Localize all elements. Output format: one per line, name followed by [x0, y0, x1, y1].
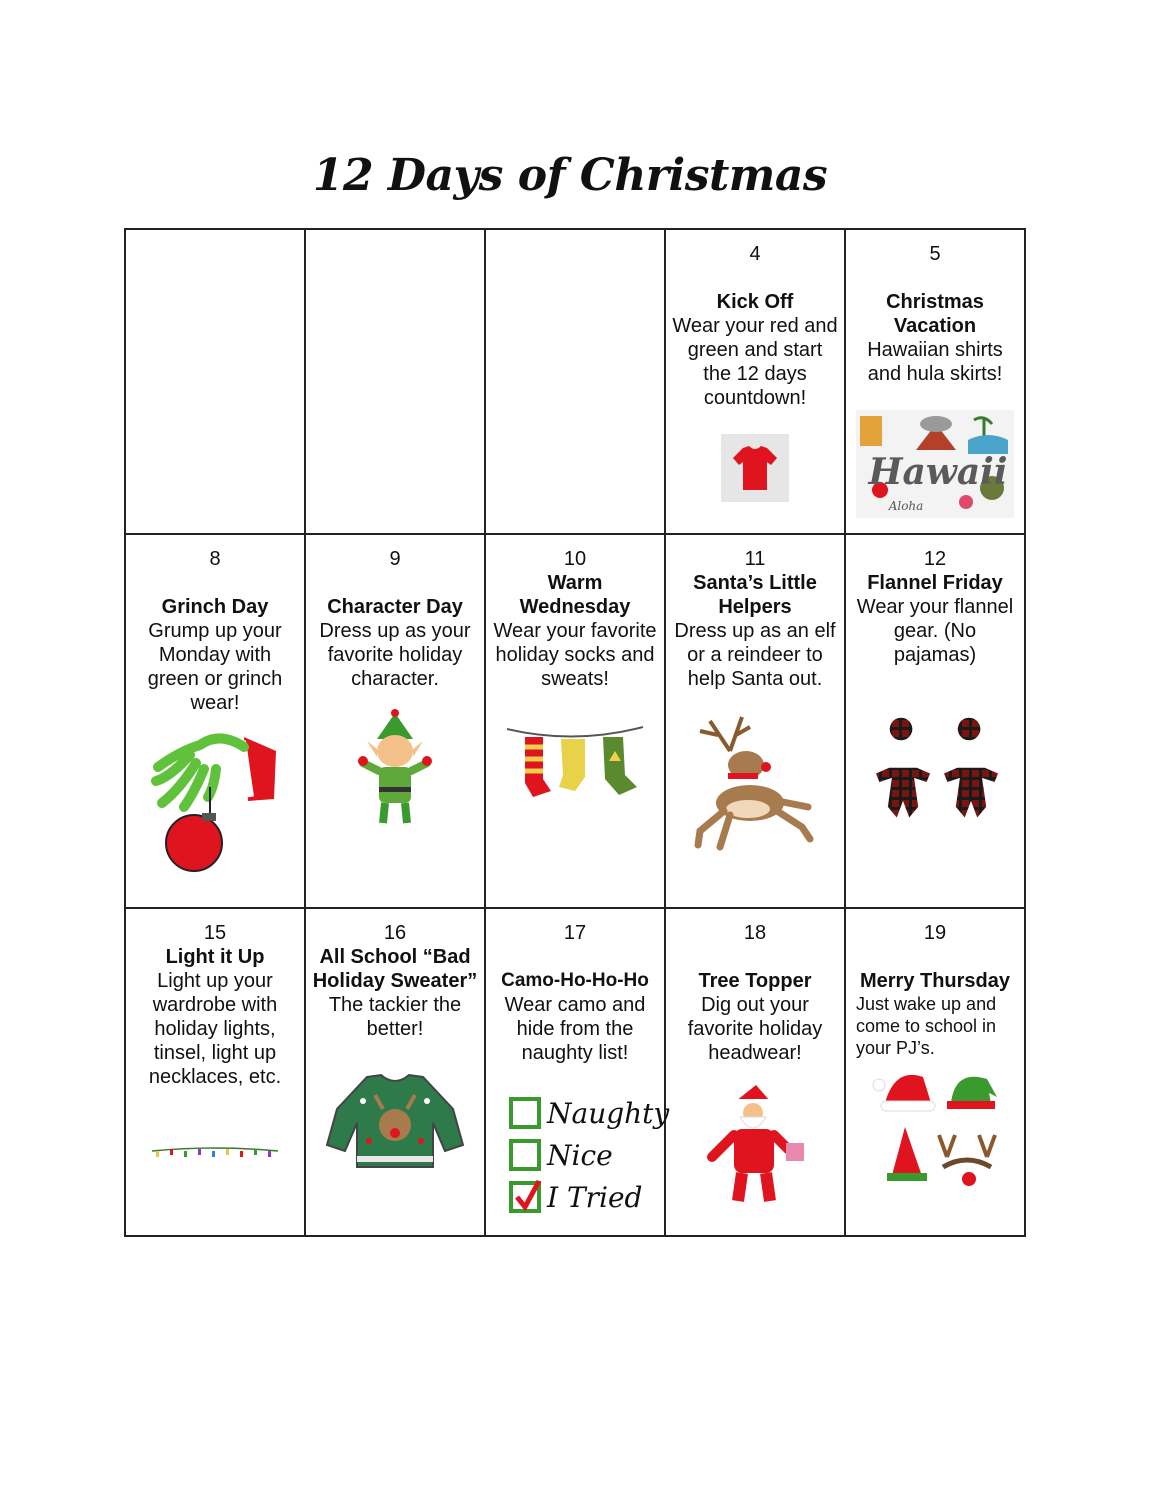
day-heading: All School “Bad Holiday Sweater”	[312, 946, 478, 992]
day-cell-8	[125, 534, 305, 908]
day-cell-5	[845, 229, 1025, 534]
day-heading: Light it Up	[165, 946, 265, 968]
naughty-nice-checklist	[505, 1095, 670, 1219]
day-description: Wear your red and green and start the 12 days countdown!	[672, 315, 838, 409]
empty-cell	[125, 229, 305, 534]
calendar-week-1	[125, 229, 1025, 534]
day-description: The tackier the better!	[328, 994, 462, 1040]
empty-cell	[485, 229, 665, 534]
page-title: 12 Days of Christmas	[312, 150, 828, 201]
day-heading: Grinch Day	[161, 596, 269, 618]
day-number: 8	[209, 548, 221, 570]
day-description: Grump up your Monday with green or grinch wear!	[147, 620, 283, 714]
string-lights-icon	[150, 1141, 280, 1161]
day-description: Light up your wardrobe with holiday lights, tinsel, light up necklaces, etc.	[148, 970, 282, 1088]
day-cell-15	[125, 908, 305, 1236]
day-number: 15	[203, 922, 227, 944]
reindeer-icon	[690, 711, 820, 853]
ugly-sweater-icon	[323, 1071, 467, 1171]
day-number: 4	[749, 243, 761, 265]
day-number: 10	[563, 548, 587, 570]
day-number: 16	[383, 922, 407, 944]
day-heading: Tree Topper	[698, 970, 812, 992]
day-description: Wear your flannel gear. (No pajamas)	[856, 596, 1014, 666]
day-number: 5	[929, 243, 941, 265]
nice-label: Nice	[547, 1139, 613, 1172]
day-heading: Merry Thursday	[859, 970, 1011, 992]
naughty-checkbox	[511, 1099, 539, 1127]
santa-pajamas-icon	[700, 1083, 810, 1211]
day-number: 11	[744, 548, 766, 570]
flannel-gingerbread-icon	[869, 737, 1001, 823]
empty-cell	[305, 229, 485, 534]
day-description: Wear camo and hide from the naughty list!	[504, 994, 646, 1064]
day-number: 9	[389, 548, 401, 570]
day-cell-16	[305, 908, 485, 1236]
day-description: Wear your favorite holiday socks and sweats!	[493, 620, 657, 690]
day-cell-17	[485, 908, 670, 1236]
day-cell-19	[845, 908, 1025, 1236]
day-number: 12	[923, 548, 947, 570]
holiday-socks-icon	[505, 721, 645, 805]
day-heading: Kick Off	[716, 291, 794, 313]
day-cell-12	[845, 534, 1025, 908]
day-cell-11	[665, 534, 845, 908]
day-cell-9	[305, 534, 485, 908]
nice-checkbox	[511, 1141, 539, 1169]
day-heading: Camo-Ho-Ho-Ho	[501, 970, 649, 991]
day-number: 18	[743, 922, 767, 944]
day-heading: Flannel Friday	[867, 572, 1003, 594]
day-number: 17	[563, 922, 587, 944]
hawaii-logo-text: Hawaii	[868, 451, 1008, 493]
day-heading: Warm Wednesday	[519, 572, 631, 618]
red-tshirt-icon	[721, 434, 789, 502]
day-heading: Santa’s Little Helpers	[693, 572, 817, 618]
day-description: Dress up as an elf or a reindeer to help Santa out.	[674, 620, 836, 690]
naughty-label: Naughty	[547, 1097, 670, 1130]
grinch-hand-ornament-icon	[150, 727, 280, 877]
calendar-week-2	[125, 534, 1025, 908]
day-heading: Christmas Vacation	[886, 291, 984, 337]
christmas-elf-icon	[355, 711, 435, 831]
calendar-grid	[124, 228, 1026, 1237]
day-cell-10	[485, 534, 665, 908]
day-cell-4	[665, 229, 845, 534]
day-cell-18	[665, 908, 845, 1236]
aloha-logo-text: Aloha	[888, 499, 924, 513]
holiday-hats-icon	[865, 1063, 1005, 1193]
tried-label: I Tried	[547, 1181, 643, 1214]
day-description: Dig out your favorite holiday headwear!	[687, 994, 823, 1064]
day-heading: Character Day	[327, 596, 463, 618]
calendar-week-3	[125, 908, 1025, 1236]
day-description: Dress up as your favorite holiday character.	[319, 620, 471, 690]
hawaii-aloha-icon	[856, 410, 1014, 518]
day-description: Just wake up and come to school in your PJ’s.	[856, 994, 997, 1058]
day-description: Hawaiian shirts and hula skirts!	[867, 339, 1003, 385]
day-number: 19	[923, 922, 947, 944]
